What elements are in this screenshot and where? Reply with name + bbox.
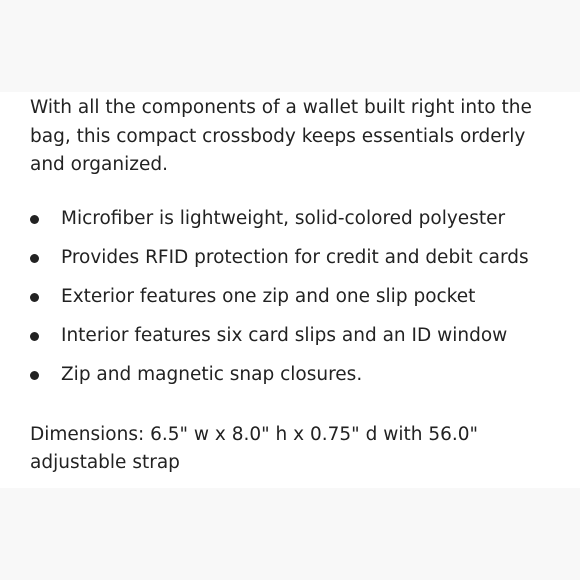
feature-text: Provides RFID protection for credit and debit cards: [61, 247, 529, 268]
list-item: [30, 284, 570, 323]
bullet-icon: [30, 332, 39, 341]
feature-text: Interior features six card slips and an ID window: [61, 325, 508, 346]
dimensions-text: Dimensions: 6.5" w x 8.0" h x 0.75" d with 56.0" adjustable strap: [30, 424, 479, 473]
top-background-band: [0, 0, 580, 92]
bullet-icon: [30, 293, 39, 302]
feature-text: Microfiber is lightweight, solid-colored polyester: [61, 208, 506, 229]
bullet-icon: [30, 215, 39, 224]
list-item: [30, 323, 570, 362]
feature-text: Exterior features one zip and one slip pocket: [61, 286, 476, 307]
product-description: [0, 92, 580, 488]
bullet-icon: [30, 254, 39, 263]
description-intro: With all the components of a wallet built right into the bag, this compact crossbody keeps essentials orderly and organized.: [30, 97, 532, 175]
list-item: [30, 362, 570, 401]
feature-list: [30, 206, 570, 401]
bullet-icon: [30, 371, 39, 380]
bottom-background-band: [0, 488, 580, 580]
list-item: [30, 245, 570, 284]
feature-text: Zip and magnetic snap closures.: [61, 364, 363, 385]
list-item: [30, 206, 570, 245]
